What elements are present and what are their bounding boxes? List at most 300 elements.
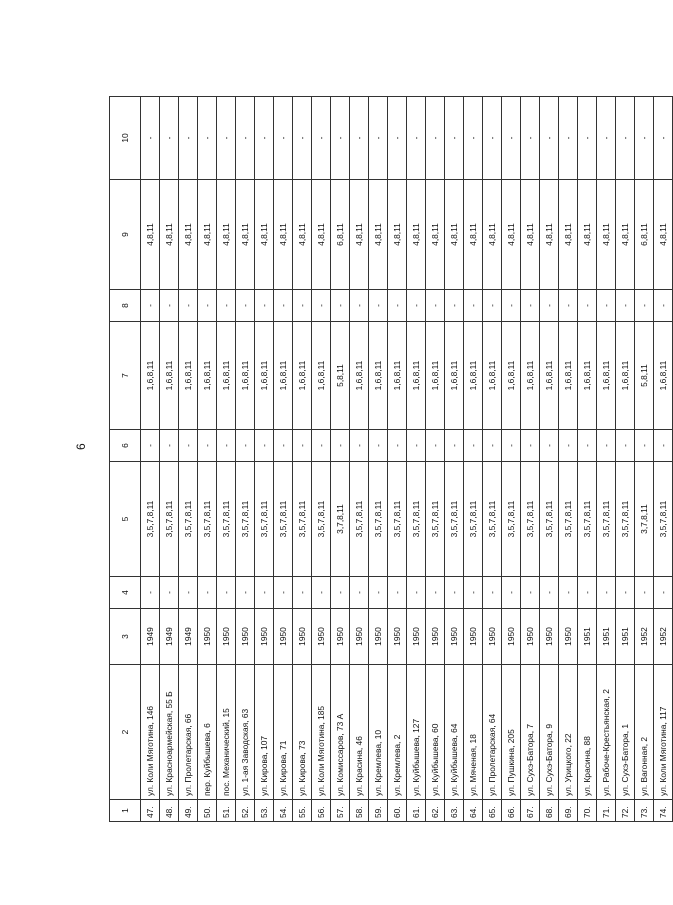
header-cell: 6 — [110, 430, 141, 462]
table-cell: 1,6,8,11 — [293, 322, 312, 430]
table-cell: 1951 — [616, 609, 635, 665]
table-cell: - — [635, 290, 654, 322]
table-cell: 50. — [198, 800, 217, 822]
table-cell: 4,8,11 — [578, 180, 597, 290]
table-cell: 1,6,8,11 — [217, 322, 236, 430]
table-cell: 1,6,8,11 — [255, 322, 274, 430]
table-cell: 3,5,7,8,11 — [616, 462, 635, 577]
header-cell: 1 — [110, 800, 141, 822]
table-cell: 1950 — [350, 609, 369, 665]
table-cell: - — [559, 97, 578, 180]
table-cell: - — [483, 430, 502, 462]
table-cell: 1951 — [578, 609, 597, 665]
table-cell: - — [179, 430, 198, 462]
table-cell: - — [521, 430, 540, 462]
table-cell: - — [578, 430, 597, 462]
table-cell: 3,5,7,8,11 — [521, 462, 540, 577]
table-cell: - — [445, 290, 464, 322]
table-cell: - — [654, 97, 673, 180]
table-cell: 1,6,8,11 — [597, 322, 616, 430]
table-cell: - — [483, 97, 502, 180]
table-cell: ул. Красина, 46 — [350, 665, 369, 800]
table-cell: - — [388, 290, 407, 322]
table-cell: 3,5,7,8,11 — [597, 462, 616, 577]
table-cell: 1,6,8,11 — [388, 322, 407, 430]
table-cell: - — [217, 97, 236, 180]
table-cell: ул. Куйбышева, 127 — [407, 665, 426, 800]
table-cell: - — [616, 577, 635, 609]
table-cell: 3,5,7,8,11 — [141, 462, 160, 577]
table-row — [255, 97, 274, 822]
table-cell: 1950 — [559, 609, 578, 665]
table-cell: 1,6,8,11 — [483, 322, 502, 430]
table-cell: 63. — [445, 800, 464, 822]
table-cell: - — [502, 577, 521, 609]
page-number: 6 — [74, 443, 88, 450]
table-cell: 3,5,7,8,11 — [445, 462, 464, 577]
table-cell: 61. — [407, 800, 426, 822]
table-row — [407, 97, 426, 822]
table-cell: - — [464, 430, 483, 462]
table-cell: 4,8,11 — [236, 180, 255, 290]
header-cell: 3 — [110, 609, 141, 665]
table-cell: 4,8,11 — [255, 180, 274, 290]
table-cell: 1,6,8,11 — [616, 322, 635, 430]
table-cell: 3,5,7,8,11 — [198, 462, 217, 577]
table-cell: - — [198, 97, 217, 180]
table-cell: ул. Рабоче-Крестьянская, 2 — [597, 665, 616, 800]
table-cell: - — [654, 430, 673, 462]
table-cell: 1,6,8,11 — [426, 322, 445, 430]
table-row — [236, 97, 255, 822]
table-cell: 3,5,7,8,11 — [274, 462, 293, 577]
table-cell: 3,5,7,8,11 — [426, 462, 445, 577]
table-cell: - — [464, 577, 483, 609]
table-cell: - — [483, 577, 502, 609]
table-cell: 1,6,8,11 — [521, 322, 540, 430]
table-cell: - — [331, 577, 350, 609]
table-cell: 64. — [464, 800, 483, 822]
table-cell: 53. — [255, 800, 274, 822]
table-cell: 4,8,11 — [559, 180, 578, 290]
table-row — [464, 97, 483, 822]
table-cell: 47. — [141, 800, 160, 822]
table-cell: 6,8,11 — [331, 180, 350, 290]
table-row — [559, 97, 578, 822]
table-cell: 3,5,7,8,11 — [160, 462, 179, 577]
table-cell: 56. — [312, 800, 331, 822]
table-cell: ул. Сухэ-Батора, 9 — [540, 665, 559, 800]
table-cell: 73. — [635, 800, 654, 822]
table-cell: - — [350, 290, 369, 322]
table-cell: - — [160, 97, 179, 180]
table-cell: 3,5,7,8,11 — [407, 462, 426, 577]
table-cell: - — [179, 97, 198, 180]
table-cell: 74. — [654, 800, 673, 822]
table-body — [141, 97, 673, 822]
table-row — [331, 97, 350, 822]
table-cell: 3,5,7,8,11 — [350, 462, 369, 577]
header-cell: 8 — [110, 290, 141, 322]
table-cell: 1950 — [388, 609, 407, 665]
table-cell: - — [578, 290, 597, 322]
table-cell: 4,8,11 — [179, 180, 198, 290]
table-row — [160, 97, 179, 822]
table-cell: 1950 — [331, 609, 350, 665]
table-cell: - — [312, 577, 331, 609]
table-cell: 1,6,8,11 — [312, 322, 331, 430]
table-cell: 58. — [350, 800, 369, 822]
table-row — [635, 97, 654, 822]
table-cell: - — [293, 290, 312, 322]
table-cell: - — [407, 430, 426, 462]
table-cell: 3,5,7,8,11 — [179, 462, 198, 577]
table-cell: ул. Коли Мяготина, 146 — [141, 665, 160, 800]
table-cell: 1950 — [236, 609, 255, 665]
table-cell: 4,8,11 — [293, 180, 312, 290]
table-cell: - — [160, 577, 179, 609]
table-cell: 1,6,8,11 — [179, 322, 198, 430]
table-cell: ул. Кирова, 73 — [293, 665, 312, 800]
table-cell: 49. — [179, 800, 198, 822]
table-cell: 4,8,11 — [654, 180, 673, 290]
table-cell: 3,5,7,8,11 — [369, 462, 388, 577]
table-cell: - — [255, 290, 274, 322]
table-cell: ул. Мяченая, 18 — [464, 665, 483, 800]
table-cell: - — [521, 97, 540, 180]
table-cell: 72. — [616, 800, 635, 822]
table-cell: - — [388, 430, 407, 462]
table-cell: - — [369, 290, 388, 322]
table-row — [426, 97, 445, 822]
table-cell: - — [350, 97, 369, 180]
table-cell: - — [635, 430, 654, 462]
table-cell: - — [217, 577, 236, 609]
table-cell: - — [502, 97, 521, 180]
table-cell: - — [274, 430, 293, 462]
table-cell: 1,6,8,11 — [141, 322, 160, 430]
table-cell: 6,8,11 — [635, 180, 654, 290]
table-cell: 3,5,7,8,11 — [464, 462, 483, 577]
table-cell: ул. Коли Мяготина, 185 — [312, 665, 331, 800]
table-cell: - — [236, 577, 255, 609]
table-row — [578, 97, 597, 822]
table-cell: - — [141, 577, 160, 609]
table-cell: - — [236, 97, 255, 180]
table-cell: 1950 — [217, 609, 236, 665]
table-cell: - — [274, 577, 293, 609]
table-cell: 66. — [502, 800, 521, 822]
table-cell: 4,8,11 — [217, 180, 236, 290]
table-cell: - — [483, 290, 502, 322]
table-cell: - — [217, 290, 236, 322]
table-cell: - — [350, 430, 369, 462]
table-cell: 1,6,8,11 — [160, 322, 179, 430]
table-cell: - — [255, 97, 274, 180]
table-cell: 62. — [426, 800, 445, 822]
table-cell: - — [407, 290, 426, 322]
table-row — [654, 97, 673, 822]
table-cell: 4,8,11 — [502, 180, 521, 290]
table-cell: - — [521, 290, 540, 322]
table-cell: - — [578, 577, 597, 609]
table-row — [293, 97, 312, 822]
table-row — [445, 97, 464, 822]
table-cell: ул. Пролетарская, 66 — [179, 665, 198, 800]
table-cell: - — [312, 290, 331, 322]
table-cell: - — [445, 577, 464, 609]
header-cell: 5 — [110, 462, 141, 577]
table-cell: ул. Пролетарская, 64 — [483, 665, 502, 800]
table-cell: 69. — [559, 800, 578, 822]
table-cell: - — [198, 577, 217, 609]
table-cell: - — [559, 430, 578, 462]
table-cell: ул. Урицкого, 22 — [559, 665, 578, 800]
table-cell: 4,8,11 — [274, 180, 293, 290]
table-cell: 1,6,8,11 — [559, 322, 578, 430]
table-cell: ул. Сухэ-Батора, 7 — [521, 665, 540, 800]
table-row — [521, 97, 540, 822]
table-cell: 4,8,11 — [198, 180, 217, 290]
table-cell: 65. — [483, 800, 502, 822]
table-cell: - — [331, 97, 350, 180]
table-cell: 1949 — [141, 609, 160, 665]
table-cell: 4,8,11 — [521, 180, 540, 290]
table-cell: 4,8,11 — [350, 180, 369, 290]
table-cell: 1950 — [369, 609, 388, 665]
table-cell: - — [198, 290, 217, 322]
table-cell: - — [255, 577, 274, 609]
table-row — [141, 97, 160, 822]
table-cell: 3,5,7,8,11 — [654, 462, 673, 577]
table-cell: 1950 — [407, 609, 426, 665]
table-cell: - — [578, 97, 597, 180]
table-cell: пос. Механический, 15 — [217, 665, 236, 800]
table-cell: 1950 — [464, 609, 483, 665]
table-cell: 55. — [293, 800, 312, 822]
table-cell: - — [407, 577, 426, 609]
table-cell: 3,5,7,8,11 — [312, 462, 331, 577]
table-cell: - — [616, 97, 635, 180]
table-cell: 4,8,11 — [426, 180, 445, 290]
table-cell: ул. Кремлева, 10 — [369, 665, 388, 800]
table-cell: ул. Вагонная, 2 — [635, 665, 654, 800]
table-cell: ул. Куйбышева, 60 — [426, 665, 445, 800]
table-cell: - — [426, 97, 445, 180]
table-cell: 3,5,7,8,11 — [236, 462, 255, 577]
table-cell: 70. — [578, 800, 597, 822]
table-cell: - — [426, 577, 445, 609]
table-cell: - — [388, 577, 407, 609]
table-cell: - — [179, 577, 198, 609]
table-row — [483, 97, 502, 822]
table-cell: 1950 — [312, 609, 331, 665]
table-cell: 3,5,7,8,11 — [255, 462, 274, 577]
table-cell: - — [312, 97, 331, 180]
table-cell: - — [445, 97, 464, 180]
table-cell: 1,6,8,11 — [274, 322, 293, 430]
table-cell: - — [141, 290, 160, 322]
table-cell: 1950 — [445, 609, 464, 665]
header-cell: 7 — [110, 322, 141, 430]
table-cell: - — [179, 290, 198, 322]
table-row — [502, 97, 521, 822]
table-cell: 3,5,7,8,11 — [388, 462, 407, 577]
buildings-table — [109, 96, 673, 822]
table-cell: - — [559, 290, 578, 322]
table-cell: 52. — [236, 800, 255, 822]
table-cell: 1950 — [198, 609, 217, 665]
table-cell: - — [331, 290, 350, 322]
table-cell: - — [540, 430, 559, 462]
table-cell: 5,8,11 — [635, 322, 654, 430]
table-cell: 48. — [160, 800, 179, 822]
table-cell: - — [160, 430, 179, 462]
table-cell: - — [521, 577, 540, 609]
table-cell: 4,8,11 — [445, 180, 464, 290]
header-cell: 10 — [110, 97, 141, 180]
table-cell: 4,8,11 — [369, 180, 388, 290]
table-cell: 4,8,11 — [312, 180, 331, 290]
table-cell: - — [350, 577, 369, 609]
table-cell: ул. 1-ая Заводская, 63 — [236, 665, 255, 800]
table-cell: - — [502, 290, 521, 322]
table-cell: 1950 — [540, 609, 559, 665]
table-cell: - — [616, 290, 635, 322]
table-cell: 3,7,8,11 — [331, 462, 350, 577]
table-cell: 1,6,8,11 — [502, 322, 521, 430]
table-cell: 67. — [521, 800, 540, 822]
table-cell: 54. — [274, 800, 293, 822]
table-cell: 3,5,7,8,11 — [559, 462, 578, 577]
table-cell: 1949 — [160, 609, 179, 665]
table-cell: 3,5,7,8,11 — [293, 462, 312, 577]
table-cell: 1951 — [597, 609, 616, 665]
table-row — [274, 97, 293, 822]
table-cell: ул. Красина, 88 — [578, 665, 597, 800]
table-row — [179, 97, 198, 822]
table-cell: 1950 — [483, 609, 502, 665]
table-cell: ул. Сухэ-Батора, 1 — [616, 665, 635, 800]
table-cell: ул. Кремлева, 2 — [388, 665, 407, 800]
table-cell: 1,6,8,11 — [350, 322, 369, 430]
table-cell: - — [654, 290, 673, 322]
table-cell: 4,8,11 — [464, 180, 483, 290]
rotated-table-container — [109, 97, 668, 822]
table-cell: - — [293, 430, 312, 462]
table-cell: 1,6,8,11 — [445, 322, 464, 430]
table-cell: - — [635, 97, 654, 180]
table-cell: пер. Куйбышева, 6 — [198, 665, 217, 800]
table-cell: 4,8,11 — [141, 180, 160, 290]
table-cell: - — [445, 430, 464, 462]
table-cell: 1,6,8,11 — [654, 322, 673, 430]
table-cell: 4,8,11 — [388, 180, 407, 290]
table-row — [312, 97, 331, 822]
table-cell: 4,8,11 — [616, 180, 635, 290]
table-cell: - — [236, 290, 255, 322]
table-row — [198, 97, 217, 822]
table-cell: 3,7,8,11 — [635, 462, 654, 577]
table-cell: 1950 — [255, 609, 274, 665]
table-cell: 3,5,7,8,11 — [540, 462, 559, 577]
table-cell: ул. Кирова, 71 — [274, 665, 293, 800]
table-cell: ул. Пушкина, 205 — [502, 665, 521, 800]
table-cell: - — [597, 577, 616, 609]
table-cell: ул. Коли Мяготина, 117 — [654, 665, 673, 800]
table-cell: - — [331, 430, 350, 462]
table-row — [217, 97, 236, 822]
table-cell: 1,6,8,11 — [578, 322, 597, 430]
table-cell: - — [369, 577, 388, 609]
table-cell: - — [426, 430, 445, 462]
table-row — [597, 97, 616, 822]
table-cell: - — [426, 290, 445, 322]
table-row — [369, 97, 388, 822]
table-cell: 3,5,7,8,11 — [578, 462, 597, 577]
table-cell: - — [198, 430, 217, 462]
table-header-row — [110, 97, 141, 822]
table-cell: 71. — [597, 800, 616, 822]
table-cell: 4,8,11 — [483, 180, 502, 290]
table-cell: 4,8,11 — [407, 180, 426, 290]
table-row — [616, 97, 635, 822]
table-cell: ул. Красноармейская, 55 Б — [160, 665, 179, 800]
table-cell: - — [236, 430, 255, 462]
table-cell: - — [464, 290, 483, 322]
table-cell: 51. — [217, 800, 236, 822]
table-cell: - — [255, 430, 274, 462]
table-cell: 1,6,8,11 — [464, 322, 483, 430]
table-cell: 4,8,11 — [597, 180, 616, 290]
table-cell: - — [502, 430, 521, 462]
table-cell: - — [407, 97, 426, 180]
table-cell: - — [559, 577, 578, 609]
table-cell: 1950 — [426, 609, 445, 665]
table-cell: 1950 — [293, 609, 312, 665]
table-row — [350, 97, 369, 822]
table-cell: 3,5,7,8,11 — [483, 462, 502, 577]
table-cell: 57. — [331, 800, 350, 822]
table-cell: ул. Кирова, 107 — [255, 665, 274, 800]
table-cell: - — [540, 577, 559, 609]
table-cell: - — [293, 97, 312, 180]
table-cell: 4,8,11 — [160, 180, 179, 290]
table-cell: - — [616, 430, 635, 462]
table-cell: - — [654, 577, 673, 609]
table-cell: - — [293, 577, 312, 609]
table-cell: - — [597, 290, 616, 322]
table-cell: 1952 — [635, 609, 654, 665]
table-cell: 1,6,8,11 — [540, 322, 559, 430]
table-cell: - — [635, 577, 654, 609]
table-cell: - — [141, 430, 160, 462]
table-cell: 60. — [388, 800, 407, 822]
table-cell: 1950 — [521, 609, 540, 665]
table-cell: 3,5,7,8,11 — [502, 462, 521, 577]
table-cell: 68. — [540, 800, 559, 822]
table-cell: - — [141, 97, 160, 180]
table-cell: - — [160, 290, 179, 322]
table-cell: - — [274, 290, 293, 322]
header-cell: 9 — [110, 180, 141, 290]
table-cell: - — [274, 97, 293, 180]
table-cell: - — [369, 97, 388, 180]
table-cell: - — [369, 430, 388, 462]
table-cell: 5,8,11 — [331, 322, 350, 430]
table-cell: 1950 — [274, 609, 293, 665]
header-cell: 2 — [110, 665, 141, 800]
